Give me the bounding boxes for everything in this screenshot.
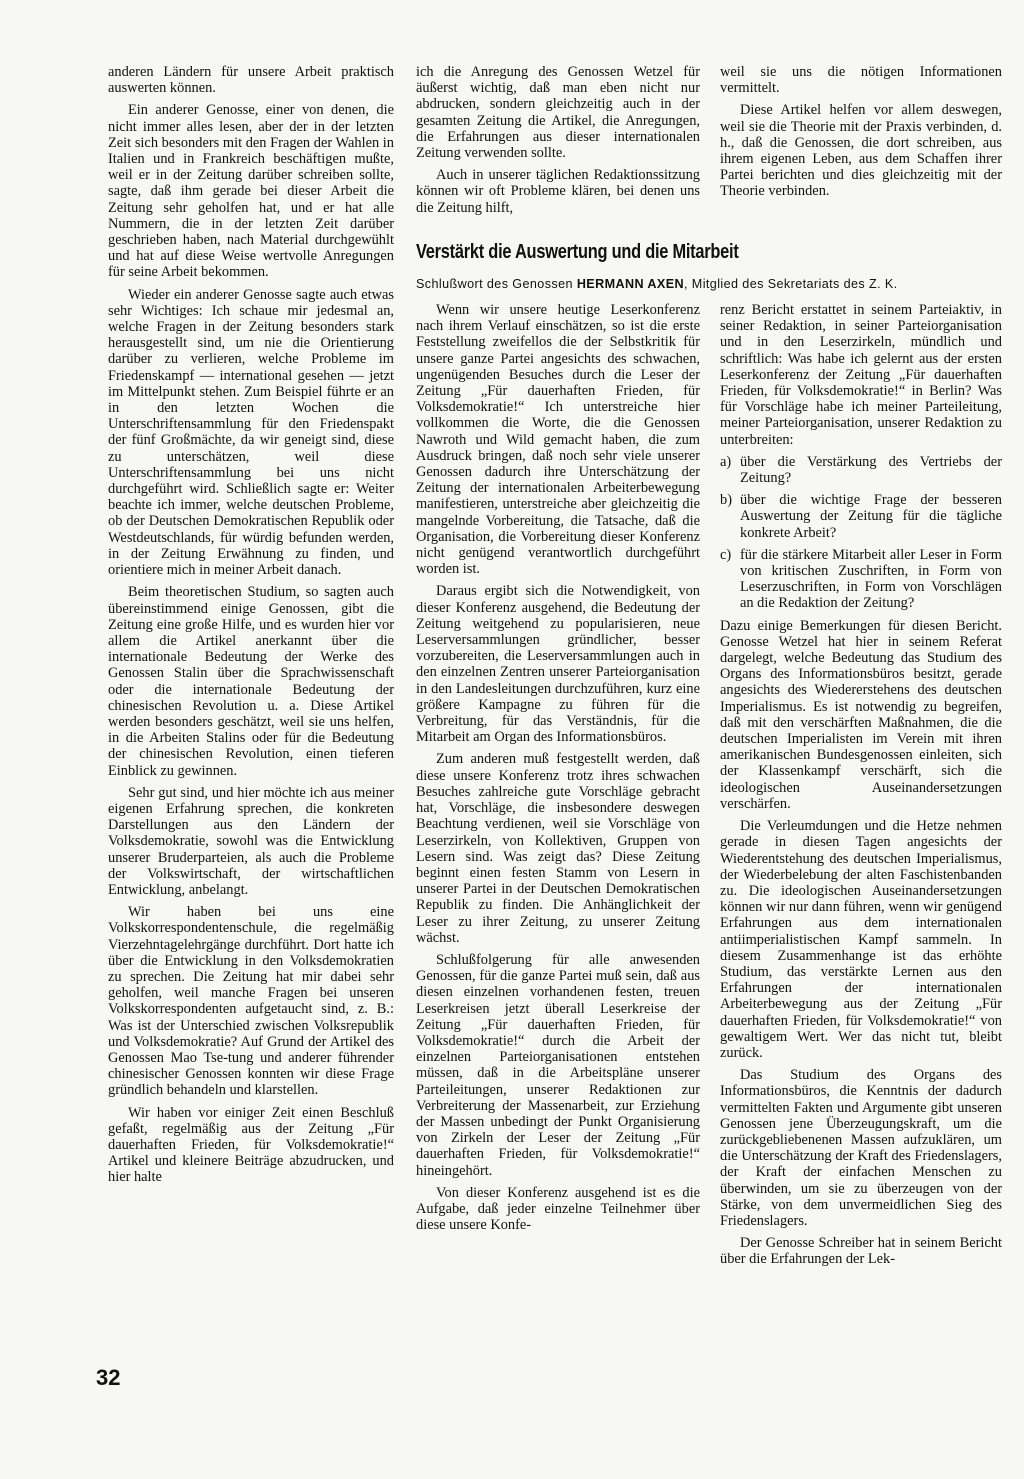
paragraph: Die Verleumdungen und die Hetze nehmen gerade in diesen Tagen angesichts der Wiederentstehung des deutschen Imperialismus, der Wiederbelebung der alten Faschistenbanden zu. Die ideologischen Auseinandersetzungen können wir nur dann führen, wenn wir genügend Erfahrungen aus dem internationalen antiimperialistischen Kampf sammeln. In diesem Zusammenhange ist das erhöhte Studium, das verstärkte Lernen aus den Erfahrungen der internationalen Arbeiterbewegung aus der Zeitung „Für dauerhaften Frieden, für Volksdemokratie!“ von gewaltigem Wert. Wer das nicht tut, bleibt zurück. xyxy=(720,818,1002,1061)
list-text: über die wichtige Frage der besseren Auswertung der Zeitung für die tägliche konkrete Arbeit? xyxy=(740,492,1002,541)
paragraph: Auch in unserer täglichen Redaktionssitzung können wir oft Probleme klären, bei denen uns die Zeitung hilft, xyxy=(416,167,700,216)
paragraph: Dazu einige Bemerkungen für diesen Bericht. Genosse Wetzel hat hier in seinem Referat dargelegt, welche Bedeutung das Studium des Organs des Informationsbüros besitzt, gerade angesichts des Wiedererstehens des deutschen Imperialismus. Es ist notwendig zu begreifen, daß mit den verschärften Maßnahmen, die die deutschen Imperialisten im Verein mit ihren amerikanischen Bundesgenossen einleiten, sich der Klassenkampf verschärft, sich die ideologischen Auseinandersetzungen verschärfen. xyxy=(720,617,1002,812)
text-column-5 xyxy=(720,302,1002,1362)
paragraph: renz Bericht erstattet in seinem Parteiaktiv, in seiner Redaktion, in seiner Parteiorganisation und in den Leserzirkeln, mündlich und schriftlich: Was habe ich gelernt aus der ersten Leserkonferenz der Zeitung „Für dauerhaften Frieden, für Volksdemokratie!“ in Berlin? Was für Vorschläge habe ich meiner Parteileitung, meiner Parteiorganisation, unserer Redaktion zu unterbreiten: xyxy=(720,302,1002,448)
paragraph: Daraus ergibt sich die Notwendigkeit, von dieser Konferenz ausgehend, die Bedeutung der Zeitung weitgehend zu popularisieren, neue Leserversammlungen gründlicher, besser vorzubereiten, die Leserversammlungen auch in den einzelnen Zentren unserer Parteiorganisation in den Landesleitungen durchzuführen, kurz eine größere Kampagne zu führen für die Verbreitung, für das Verständnis, für die Mitarbeit am Organ des Informationsbüros. xyxy=(416,583,700,746)
paragraph: Zum anderen muß festgestellt werden, daß diese unsere Konferenz trotz ihres schwachen Besuches zahlreiche gute Vorschläge gebracht hat, Vorschläge, die insbesondere deswegen Beachtung verdienen, weil sie Vorschläge von Leserzirkeln, von Kollektiven, Gruppen von Lesern sind. Was zeigt das? Diese Zeitung beginnt einen festen Stamm von Lesern in unserer Partei in der Deutschen Demokratischen Republik zu finden. Die Anhänglichkeit der Leser zu ihrer Zeitung, zu unserer Zeitung wächst. xyxy=(416,751,700,946)
text-column-1 xyxy=(108,64,394,1364)
paragraph: Von dieser Konferenz ausgehend ist es die Aufgabe, daß jeder einzelne Teilnehmer über diese unsere Konfe- xyxy=(416,1184,700,1234)
paragraph: Wenn wir unsere heutige Leserkonferenz nach ihrem Verlauf einschätzen, so ist die erste Feststellung zweifellos die der Selbstkritik für unsere ganze Partei angesichts des schwachen, ungenügenden Besuches durch die Leser der Zeitung „Für dauerhaften Frieden, für Volksdemokratie!“ Ich unterstreiche hier vollkommen die Worte, die die Genossen Nawroth und Wild gemacht haben, die zum Ausdruck bringen, daß noch sehr viele unserer Genossen dadurch ihre Unterschätzung der Zeitung der internationalen Arbeiterbewegung manifestieren, unterstreiche aber gleichzeitig die mangelnde Vorbereitung, die Tatsache, daß die Organisation, die Vorbereitung dieser Konferenz nicht genügend verantwortlich durchgeführt worden ist. xyxy=(416,302,700,578)
text-column-4 xyxy=(416,302,700,1362)
list-text: für die stärkere Mitarbeit aller Leser in Form von kritischen Zuschriften, in Form von Leserzuschriften, in Form von Vorschlägen an die Redaktion der Zeitung? xyxy=(740,546,1002,612)
subtitle-suffix: , Mitglied des Sekretariats des Z. K. xyxy=(684,277,898,291)
paragraph: Das Studium des Organs des Informationsbüros, die Kenntnis der dadurch vermittelten Fakten und Argumente gibt unseren Genossen jene Überzeugungskraft, um die zurückgebliebenenen Massen aufzuklären, um die Unterschätzung der Kraft des Friedenslagers, der Kraft der einfachen Menschen zu überwinden, um sie zu überzeugen von der Stärke, von dem unvermeidlichen Sieg des Friedenslagers. xyxy=(720,1067,1002,1229)
list-label: c) xyxy=(720,546,732,563)
paragraph: Sehr gut sind, und hier möchte ich aus meiner eigenen Erfahrung sprechen, die konkreten Darstellungen aus den Ländern der Volksdemokratie, sowohl was die Entwicklung unserer Bruderparteien, als auch die Probleme der Volkswirtschaft, der wirtschaftlichen Entwicklung, anbelangt. xyxy=(108,784,394,898)
list-label: b) xyxy=(720,492,732,509)
list-text: über die Verstärkung des Vertriebs der Zeitung? xyxy=(740,453,1002,487)
paragraph: Beim theoretischen Studium, so sagten auch übereinstimmend einige Genossen, gibt die Zeitung eine große Hilfe, und es wurden hier vor allem die Artikel anerkannt über die internationale Bedeutung der Werke des Genossen Stalin über die Sprachwissenschaft oder die internationale Bedeutung der chinesischen Revolution u. a. Diese Artikel werden besonders geschätzt, weil sie uns helfen, in die Arbeiten Stalins oder für die Bedeutung der chinesischen Revolution, einen tieferen Einblick zu gewinnen. xyxy=(108,584,394,779)
paragraph: weil sie uns die nötigen Informationen vermittelt. xyxy=(720,64,1002,97)
paragraph: ich die Anregung des Genossen Wetzel für äußerst wichtig, daß man eben nicht nur abdrucken, sondern gleichzeitig auch in der gesamten Zeitung die Artikel, die Anregungen, die Erfahrungen aus dieser internationalen Zeitung verwenden sollte. xyxy=(416,64,700,162)
paragraph: Ein anderer Genosse, einer von denen, die nicht immer alles lesen, aber der in der letzten Zeit sich besonders mit den Fragen der Wahlen in Italien und in Frankreich beschäftigen mußte, weil er in der Zeitung darüber schreiben sollte, sagte, daß ihm gerade bei dieser Arbeit die Zeitung sehr geholfen hat, und er hat alle Nummern, die in der letzten Zeit darüber geschrieben haben, nach Material durchgewühlt und hat auf diese Weise wertvolle Anregungen für seine Arbeit bekommen. xyxy=(108,102,394,281)
paragraph: Wir haben bei uns eine Volkskorrespondentenschule, die regelmäßig Vierzehntagelehrgänge durchführt. Dort hatte ich über die Entwicklung in den Volksdemokratien zu sprechen. Die Zeitung hat mir dabei sehr geholfen, weil manche Fragen bei unseren Volkskorrespondenten aufgetaucht sind, z. B.: Was ist der Unterschied zwischen Volksrepublik und Volksdemokratie? Auf Grund der Artikel des Genossen Mao Tse-tung und anderer führender chinesischer Genossen konnten wir diese Frage gründlich behandeln und klarstellen. xyxy=(108,904,394,1099)
list-item xyxy=(720,454,1002,486)
paragraph: anderen Ländern für unsere Arbeit praktisch auswerten können. xyxy=(108,64,394,97)
list-item xyxy=(720,547,1002,612)
list-item xyxy=(720,492,1002,541)
paragraph: Diese Artikel helfen vor allem deswegen, weil sie die Theorie mit der Praxis verbinden, d. h., daß die Genossen, die dort schreiben, aus ihrem eigenen Leben, aus dem Schaffen ihrer Partei berichten und dies gleichzeitig mit der Theorie verbinden. xyxy=(720,102,1002,200)
paragraph: Wieder ein anderer Genosse sagte auch etwas sehr Wichtiges: Ich schaue mir jedesmal an, welche Fragen in der Zeitung besonders stark herausgestellt sind, um nie die Orientierung darüber zu verlieren, welche Probleme im Friedenskampf — international gesehen — jetzt im Mittelpunkt stehen. Zum Beispiel führte er an in den letzten Wochen die Unterschriftensammlung für den Friedenspakt der fünf Großmächte, da wir geneigt sind, diese zu unterschätzen, weil diese Unterschriftensammlung bei uns nicht durchgeführt wird. Schließlich sagte er: Weiter beachte ich immer, welche deutschen Probleme, ob der Deutschen Demokratischen Republik oder Westdeutschlands, für würdig befunden werden, in der Zeitung Erwähnung zu finden, und orientiere mich in meiner Arbeit danach. xyxy=(108,286,394,579)
page-number: 32 xyxy=(96,1365,121,1390)
paragraph: Der Genosse Schreiber hat in seinem Bericht über die Erfahrungen der Lek- xyxy=(720,1235,1002,1268)
article-headline: Verstärkt die Auswertung und die Mitarbeit xyxy=(416,241,739,263)
paragraph: Wir haben vor einiger Zeit einen Beschluß gefaßt, regelmäßig aus der Zeitung „Für dauerhaften Frieden, für Volksdemokratie!“ Artikel und kleinere Beiträge abzudrucken, und hier halte xyxy=(108,1104,394,1186)
list-label: a) xyxy=(720,453,732,470)
article-subtitle xyxy=(416,276,1006,292)
subtitle-prefix: Schlußwort des Genossen xyxy=(416,277,577,291)
text-column-2 xyxy=(416,64,700,229)
author-name: HERMANN AXEN xyxy=(576,277,684,291)
paragraph: Schlußfolgerung für alle anwesenden Genossen, für die ganze Partei muß sein, daß aus diesen einzelnen vorhandenen festen, treuen Leserkreisen jetzt überall Leserkreise der Zeitung „Für dauerhaften Frieden, für Volksdemokratie!“ durch die Arbeit der einzelnen Parteiorganisationen entstehen müssen, daß in die Arbeitspläne unserer Parteileitungen, unserer Redaktionen zur Verbreiterung der Massenarbeit, zur Erziehung der Massen unbedingt der Punkt Organisierung von Zirkeln der Leser der Zeitung „Für dauerhaften Frieden, für Volksdemokratie!“ hineingehört. xyxy=(416,951,700,1179)
text-column-3 xyxy=(720,64,1002,229)
